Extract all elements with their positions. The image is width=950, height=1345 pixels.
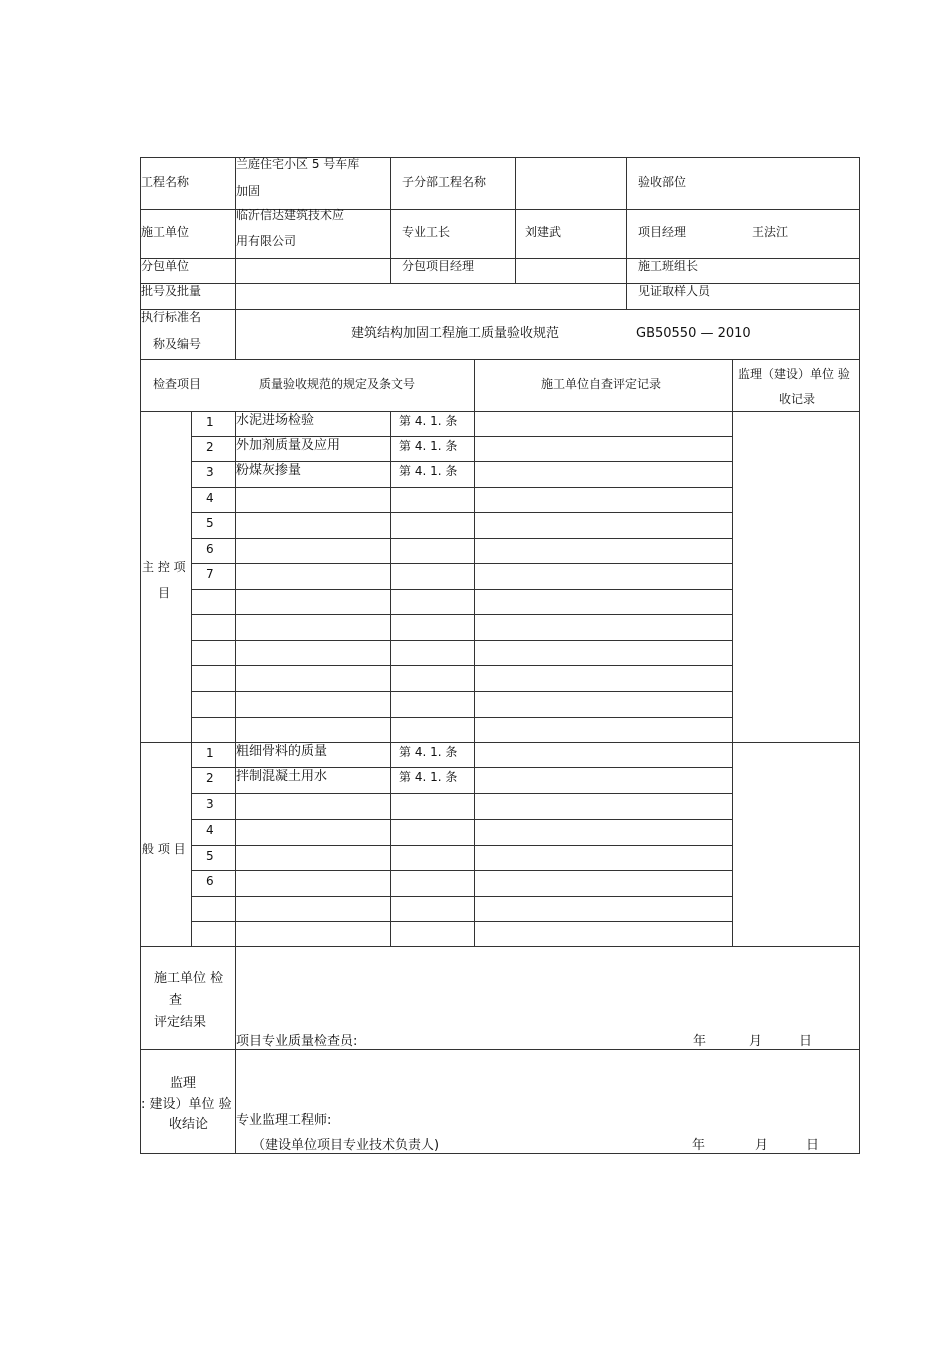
grid-line bbox=[859, 157, 860, 1154]
general-row-clause: 第 4. 1. 条 bbox=[399, 770, 458, 784]
general-label: 般 项 目 bbox=[142, 842, 186, 856]
grid-line bbox=[732, 359, 733, 947]
main-control-row-item: 外加剂质量及应用 bbox=[236, 437, 341, 453]
col-supervision-line1: 监理（建设）单位 验 bbox=[738, 367, 850, 381]
grid-line bbox=[191, 563, 733, 564]
contractor-year: 年 bbox=[693, 1034, 707, 1049]
contractor-day: 日 bbox=[799, 1034, 813, 1049]
grid-line bbox=[191, 436, 733, 437]
grid-line bbox=[191, 793, 733, 794]
main-control-row-clause: 第 4. 1. 条 bbox=[399, 413, 458, 428]
grid-line bbox=[140, 309, 860, 310]
supervision-result-label-line1: 监理 bbox=[170, 1076, 197, 1091]
main-control-label-line1: 主 控 项 bbox=[142, 560, 186, 574]
owner-representative-label: （建设单位项目专业技术负责人) bbox=[252, 1138, 440, 1153]
grid-line bbox=[390, 411, 391, 947]
main-control-row-number: 3 bbox=[206, 465, 214, 479]
standard-code: GB50550 — 2010 bbox=[636, 326, 751, 341]
col-supervision-line2: 收记录 bbox=[779, 392, 816, 406]
general-row-number: 2 bbox=[206, 771, 214, 785]
supervision-day: 日 bbox=[806, 1138, 820, 1153]
grid-line bbox=[191, 538, 733, 539]
contractor-result-label-line3: 评定结果 bbox=[154, 1015, 207, 1030]
supervision-engineer-label: 专业监理工程师: bbox=[236, 1113, 332, 1128]
quality-inspector-label: 项目专业质量检查员: bbox=[236, 1034, 358, 1049]
grid-line bbox=[191, 767, 733, 768]
grid-line bbox=[235, 411, 236, 947]
contractor-value-line2: 用有限公司 bbox=[236, 234, 297, 248]
project-name-value-line2: 加固 bbox=[236, 184, 261, 198]
foreman-label: 专业工长 bbox=[402, 225, 451, 239]
grid-line bbox=[191, 461, 733, 462]
col-check-item: 检查项目 bbox=[153, 377, 202, 391]
grid-line bbox=[191, 665, 733, 666]
col-self-check: 施工单位自查评定记录 bbox=[541, 377, 662, 391]
main-control-row-number: 2 bbox=[206, 439, 214, 454]
grid-line bbox=[140, 283, 860, 284]
col-spec-clause: 质量验收规范的规定及条文号 bbox=[259, 377, 416, 391]
grid-line bbox=[515, 157, 516, 284]
subcontractor-label: 分包单位 bbox=[141, 259, 190, 273]
project-name-value-line1: 兰庭住宅小区 5 号车库 bbox=[236, 157, 360, 171]
grid-line bbox=[191, 640, 733, 641]
main-control-row-clause: 第 4. 1. 条 bbox=[399, 438, 458, 453]
contractor-result-label-line2: 查 bbox=[169, 993, 183, 1008]
grid-line bbox=[474, 359, 475, 947]
main-control-label-line2: 目 bbox=[158, 586, 171, 600]
grid-line bbox=[191, 717, 733, 718]
grid-line bbox=[191, 921, 733, 922]
supervision-result-label-line2: : 建设）单位 验 bbox=[141, 1097, 232, 1112]
grid-line bbox=[140, 946, 860, 947]
team-leader-label: 施工班组长 bbox=[638, 259, 699, 273]
general-row-number: 5 bbox=[206, 848, 214, 863]
supervision-year: 年 bbox=[692, 1138, 706, 1153]
grid-line bbox=[235, 359, 236, 360]
grid-line bbox=[191, 870, 733, 871]
supervision-result-label-line3: 收结论 bbox=[169, 1117, 209, 1132]
grid-line bbox=[191, 487, 733, 488]
main-control-row-number: 7 bbox=[206, 567, 214, 581]
grid-line bbox=[191, 845, 733, 846]
general-row-number: 3 bbox=[206, 797, 214, 811]
standard-name: 建筑结构加固工程施工质量验收规范 bbox=[351, 326, 560, 341]
grid-line bbox=[140, 157, 141, 1154]
grid-line bbox=[191, 691, 733, 692]
foreman-value: 刘建武 bbox=[525, 225, 562, 239]
grid-line bbox=[140, 1153, 860, 1154]
general-row-number: 4 bbox=[206, 823, 214, 837]
supervision-month: 月 bbox=[755, 1138, 769, 1153]
general-row-number: 1 bbox=[206, 745, 214, 760]
project-manager-value: 王法江 bbox=[752, 225, 789, 239]
main-control-row-number: 1 bbox=[206, 414, 214, 429]
sub-project-label: 子分部工程名称 bbox=[402, 175, 487, 189]
sub-pm-label: 分包项目经理 bbox=[402, 259, 475, 273]
main-control-row-clause: 第 4. 1. 条 bbox=[399, 464, 458, 478]
contractor-label: 施工单位 bbox=[141, 225, 190, 239]
general-row-item: 粗细骨料的质量 bbox=[236, 743, 328, 759]
general-row-clause: 第 4. 1. 条 bbox=[399, 744, 458, 759]
main-control-row-number: 4 bbox=[206, 490, 214, 505]
project-name-label: 工程名称 bbox=[141, 175, 190, 189]
grid-line bbox=[390, 157, 391, 284]
grid-line bbox=[191, 411, 192, 947]
main-control-row-number: 5 bbox=[206, 516, 214, 530]
contractor-value-line1: 临沂信达建筑技术应 bbox=[236, 208, 345, 222]
inspection-part-label: 验收部位 bbox=[638, 175, 687, 189]
general-row-item: 拌制混凝土用水 bbox=[236, 769, 328, 784]
grid-line bbox=[140, 1049, 860, 1050]
batch-label: 批号及批量 bbox=[141, 284, 202, 298]
main-control-row-item: 水泥进场检验 bbox=[236, 412, 315, 428]
grid-line bbox=[191, 896, 733, 897]
grid-line bbox=[191, 819, 733, 820]
grid-line bbox=[191, 512, 733, 513]
grid-line bbox=[140, 359, 860, 360]
grid-line bbox=[140, 742, 860, 743]
witness-label: 见证取样人员 bbox=[638, 284, 711, 298]
contractor-result-label-line1: 施工单位 检 bbox=[154, 971, 224, 986]
grid-line bbox=[140, 258, 860, 259]
main-control-row-number: 6 bbox=[206, 541, 214, 556]
grid-line bbox=[140, 411, 860, 412]
standard-label-line2: 称及编号 bbox=[153, 337, 202, 351]
grid-line bbox=[191, 614, 733, 615]
contractor-month: 月 bbox=[749, 1034, 763, 1049]
project-manager-label: 项目经理 bbox=[638, 225, 687, 239]
main-control-row-item: 粉煤灰掺量 bbox=[236, 463, 302, 478]
general-row-number: 6 bbox=[206, 874, 214, 888]
standard-label-line1: 执行标准名 bbox=[141, 310, 202, 324]
grid-line bbox=[191, 589, 733, 590]
grid-line bbox=[626, 157, 627, 310]
